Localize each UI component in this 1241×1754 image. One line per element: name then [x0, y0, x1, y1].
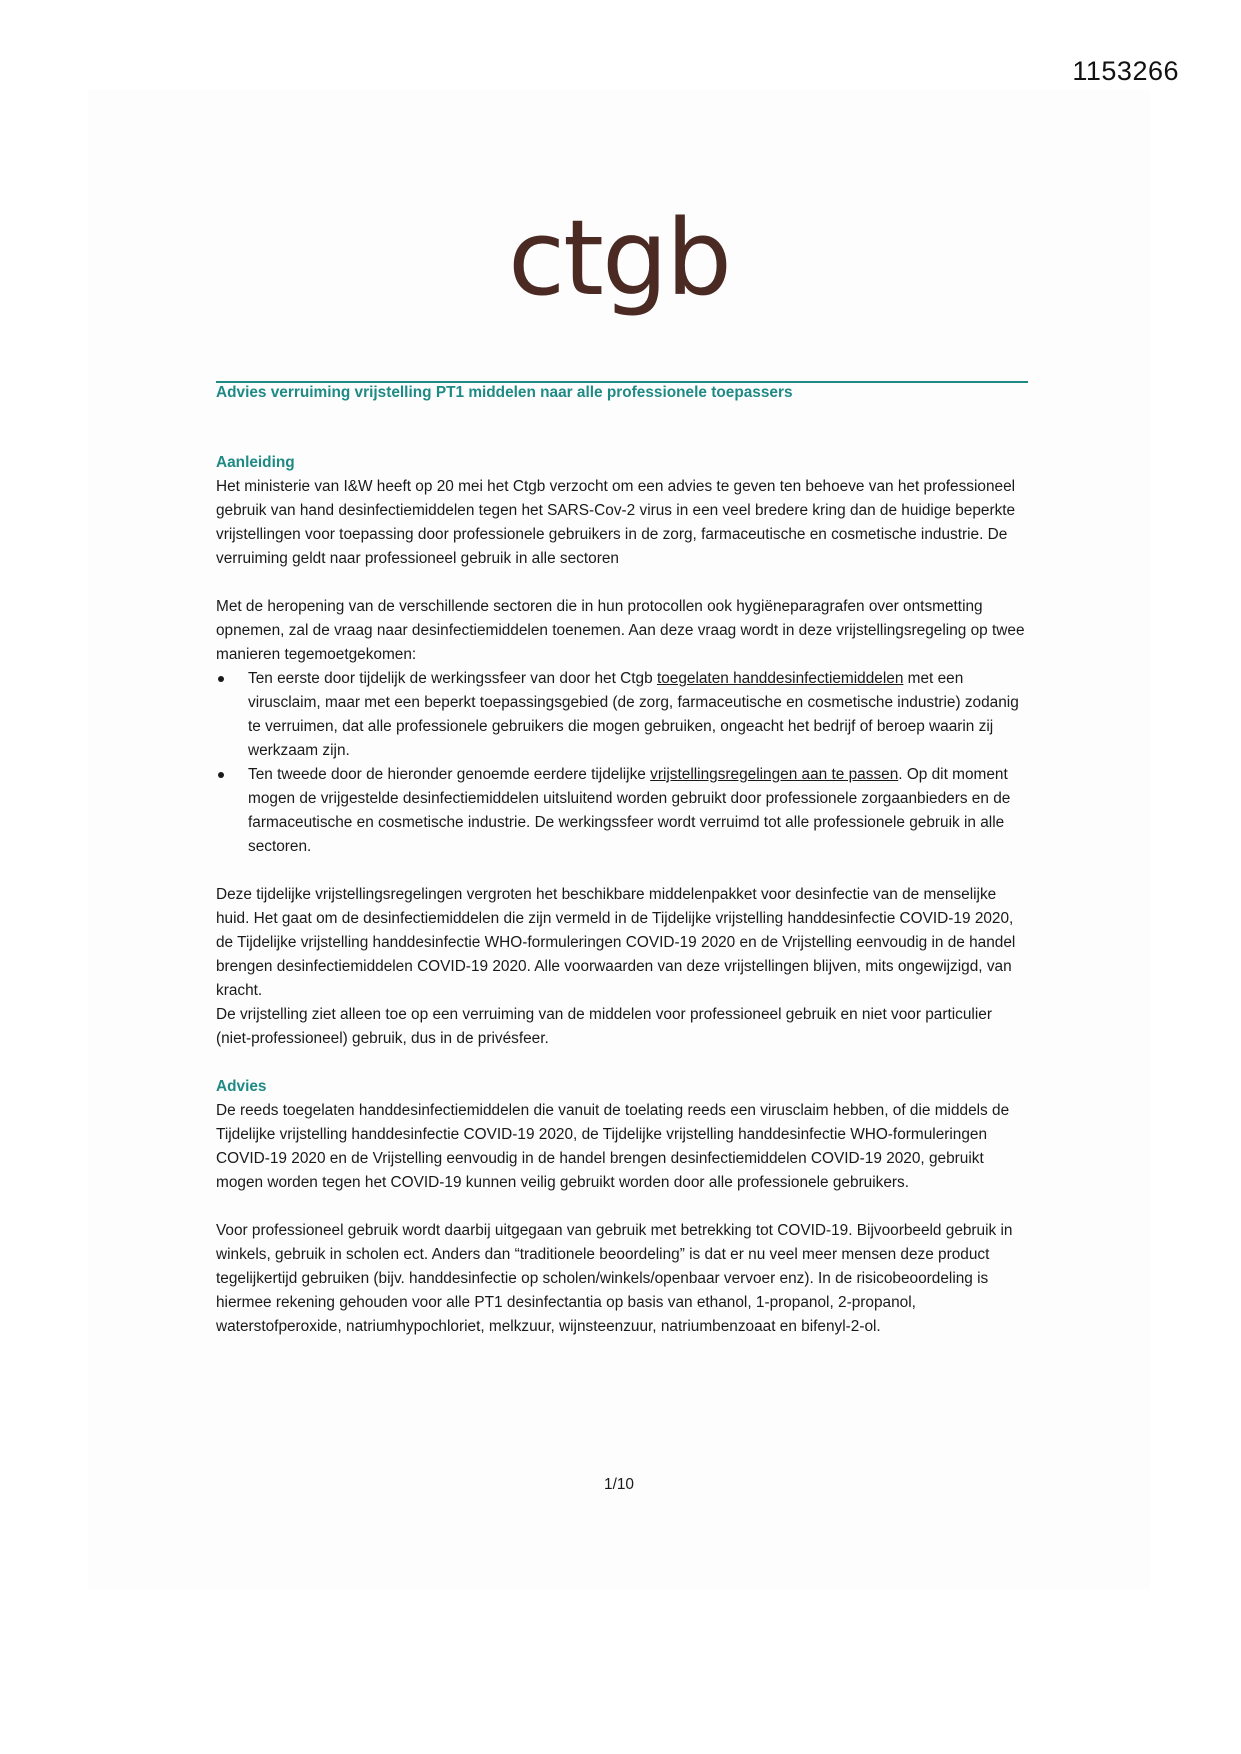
section-heading-advies: Advies [216, 1078, 267, 1095]
bullet-item [216, 667, 1028, 763]
spacer [216, 571, 1028, 595]
paragraph: De reeds toegelaten handdesinfectiemiddelen die vanuit de toelating reeds een virusclaim hebben, of die middels de Tijdelijke vrijstelling handdesinfectie COVID-19 2020, de Tijdelijke vrijstelling handdesinfectie WHO-formuleringen COVID-19 2020 en de Vrijstelling eenvoudig in de handel brengen desinfectiemiddelen COVID-19 2020, gebruikt mogen worden tegen het COVID-19 kunnen veilig gebruikt worden door alle professionele gebruikers. [216, 1102, 1010, 1191]
paragraph: De vrijstelling ziet alleen toe op een verruiming van de middelen voor professioneel gebruik en niet voor particulier (niet-professioneel) gebruik, dus in de privésfeer. [216, 1006, 992, 1047]
bullet-item [216, 763, 1028, 859]
section-heading-aanleiding: Aanleiding [216, 454, 295, 471]
bullet-text: met een virusclaim, maar met een beperkt toepassingsgebied (de zorg, farmaceutische en cosmetische industrie) zodanig te verruimen, dat alle professionele gebruikers die mogen gebruiken, ongeacht het bedrijf of beroep waarin zij werkzaam zijn. [248, 670, 1019, 759]
ctgb-logo: ctgb [508, 197, 730, 319]
bullet-text: Ten tweede door de hieronder genoemde eerdere tijdelijke [248, 766, 651, 783]
bullet-icon [218, 676, 224, 682]
document-page [88, 89, 1150, 1589]
bullet-icon [218, 772, 224, 778]
section-aanleiding [216, 451, 1028, 1051]
paragraph: Met de heropening van de verschillende sectoren die in hun protocollen ook hygiëneparagrafen over ontsmetting opnemen, zal de vraag naar desinfectiemiddelen toenemen. Aan deze vraag wordt in deze vrijstellingsregeling op twee manieren tegemoetgekomen: [216, 598, 1025, 663]
paragraph: Voor professioneel gebruik wordt daarbij uitgegaan van gebruik met betrekking tot COVID-19. Bijvoorbeeld gebruik in winkels, gebruik in scholen ect. Anders dan “traditionele beoordeling” is dat er nu veel meer mensen deze product tegelijkertijd gebruiken (bijv. handdesinfectie op scholen/winkels/openbaar vervoer enz). In de risicobeoordeling is hiermee rekening gehouden voor alle PT1 desinfectantia op basis van ethanol, 1-propanol, 2-propanol, waterstofperoxide, natriumhypochloriet, melkzuur, wijnsteenzuur, natriumbenzoaat en bifenyl-2-ol. [216, 1222, 1013, 1335]
underlined-term: vrijstellingsregelingen aan te passen [650, 766, 899, 783]
document-title: Advies verruiming vrijstelling PT1 middelen naar alle professionele toepassers [216, 384, 793, 401]
spacer [216, 1195, 1028, 1219]
document-id: 1153266 [1072, 56, 1179, 86]
bullet-list [216, 667, 1028, 859]
bullet-text: Ten eerste door tijdelijk de werkingssfeer van door het Ctgb [248, 670, 657, 687]
paragraph: Het ministerie van I&W heeft op 20 mei het Ctgb verzocht om een advies te geven ten behoeve van het professioneel gebruik van hand desinfectiemiddelen tegen het SARS-Cov-2 virus in een veel bredere kring dan de huidige beperkte vrijstellingen voor toepassing door professionele gebruikers in de zorg, farmaceutische en cosmetische industrie. De verruiming geldt naar professioneel gebruik in alle sectoren [216, 478, 1016, 567]
paragraph: Deze tijdelijke vrijstellingsregelingen vergroten het beschikbare middelenpakket voor desinfectie van de menselijke huid. Het gaat om de desinfectiemiddelen die zijn vermeld in de Tijdelijke vrijstelling handdesinfectie COVID-19 2020, de Tijdelijke vrijstelling handdesinfectie WHO-formuleringen COVID-19 2020 en de Vrijstelling eenvoudig in de handel brengen desinfectiemiddelen COVID-19 2020. Alle voorwaarden van deze vrijstellingen blijven, mits ongewijzigd, van kracht. [216, 886, 1016, 999]
spacer [216, 859, 1028, 883]
underlined-term: toegelaten handdesinfectiemiddelen [656, 670, 904, 687]
bullet-text: . Op dit moment mogen de vrijgestelde desinfectiemiddelen uitsluitend worden gebruikt door professionele zorgaanbieders en de farmaceutische en cosmetische industrie. De werkingssfeer wordt verruimd tot alle professionele gebruik in alle sectoren. [248, 766, 1011, 855]
page-number: 1/10 [604, 1476, 634, 1493]
section-advies [216, 1075, 1028, 1339]
document-content [216, 381, 1028, 1339]
spacer [216, 403, 1028, 451]
spacer [216, 1051, 1028, 1075]
